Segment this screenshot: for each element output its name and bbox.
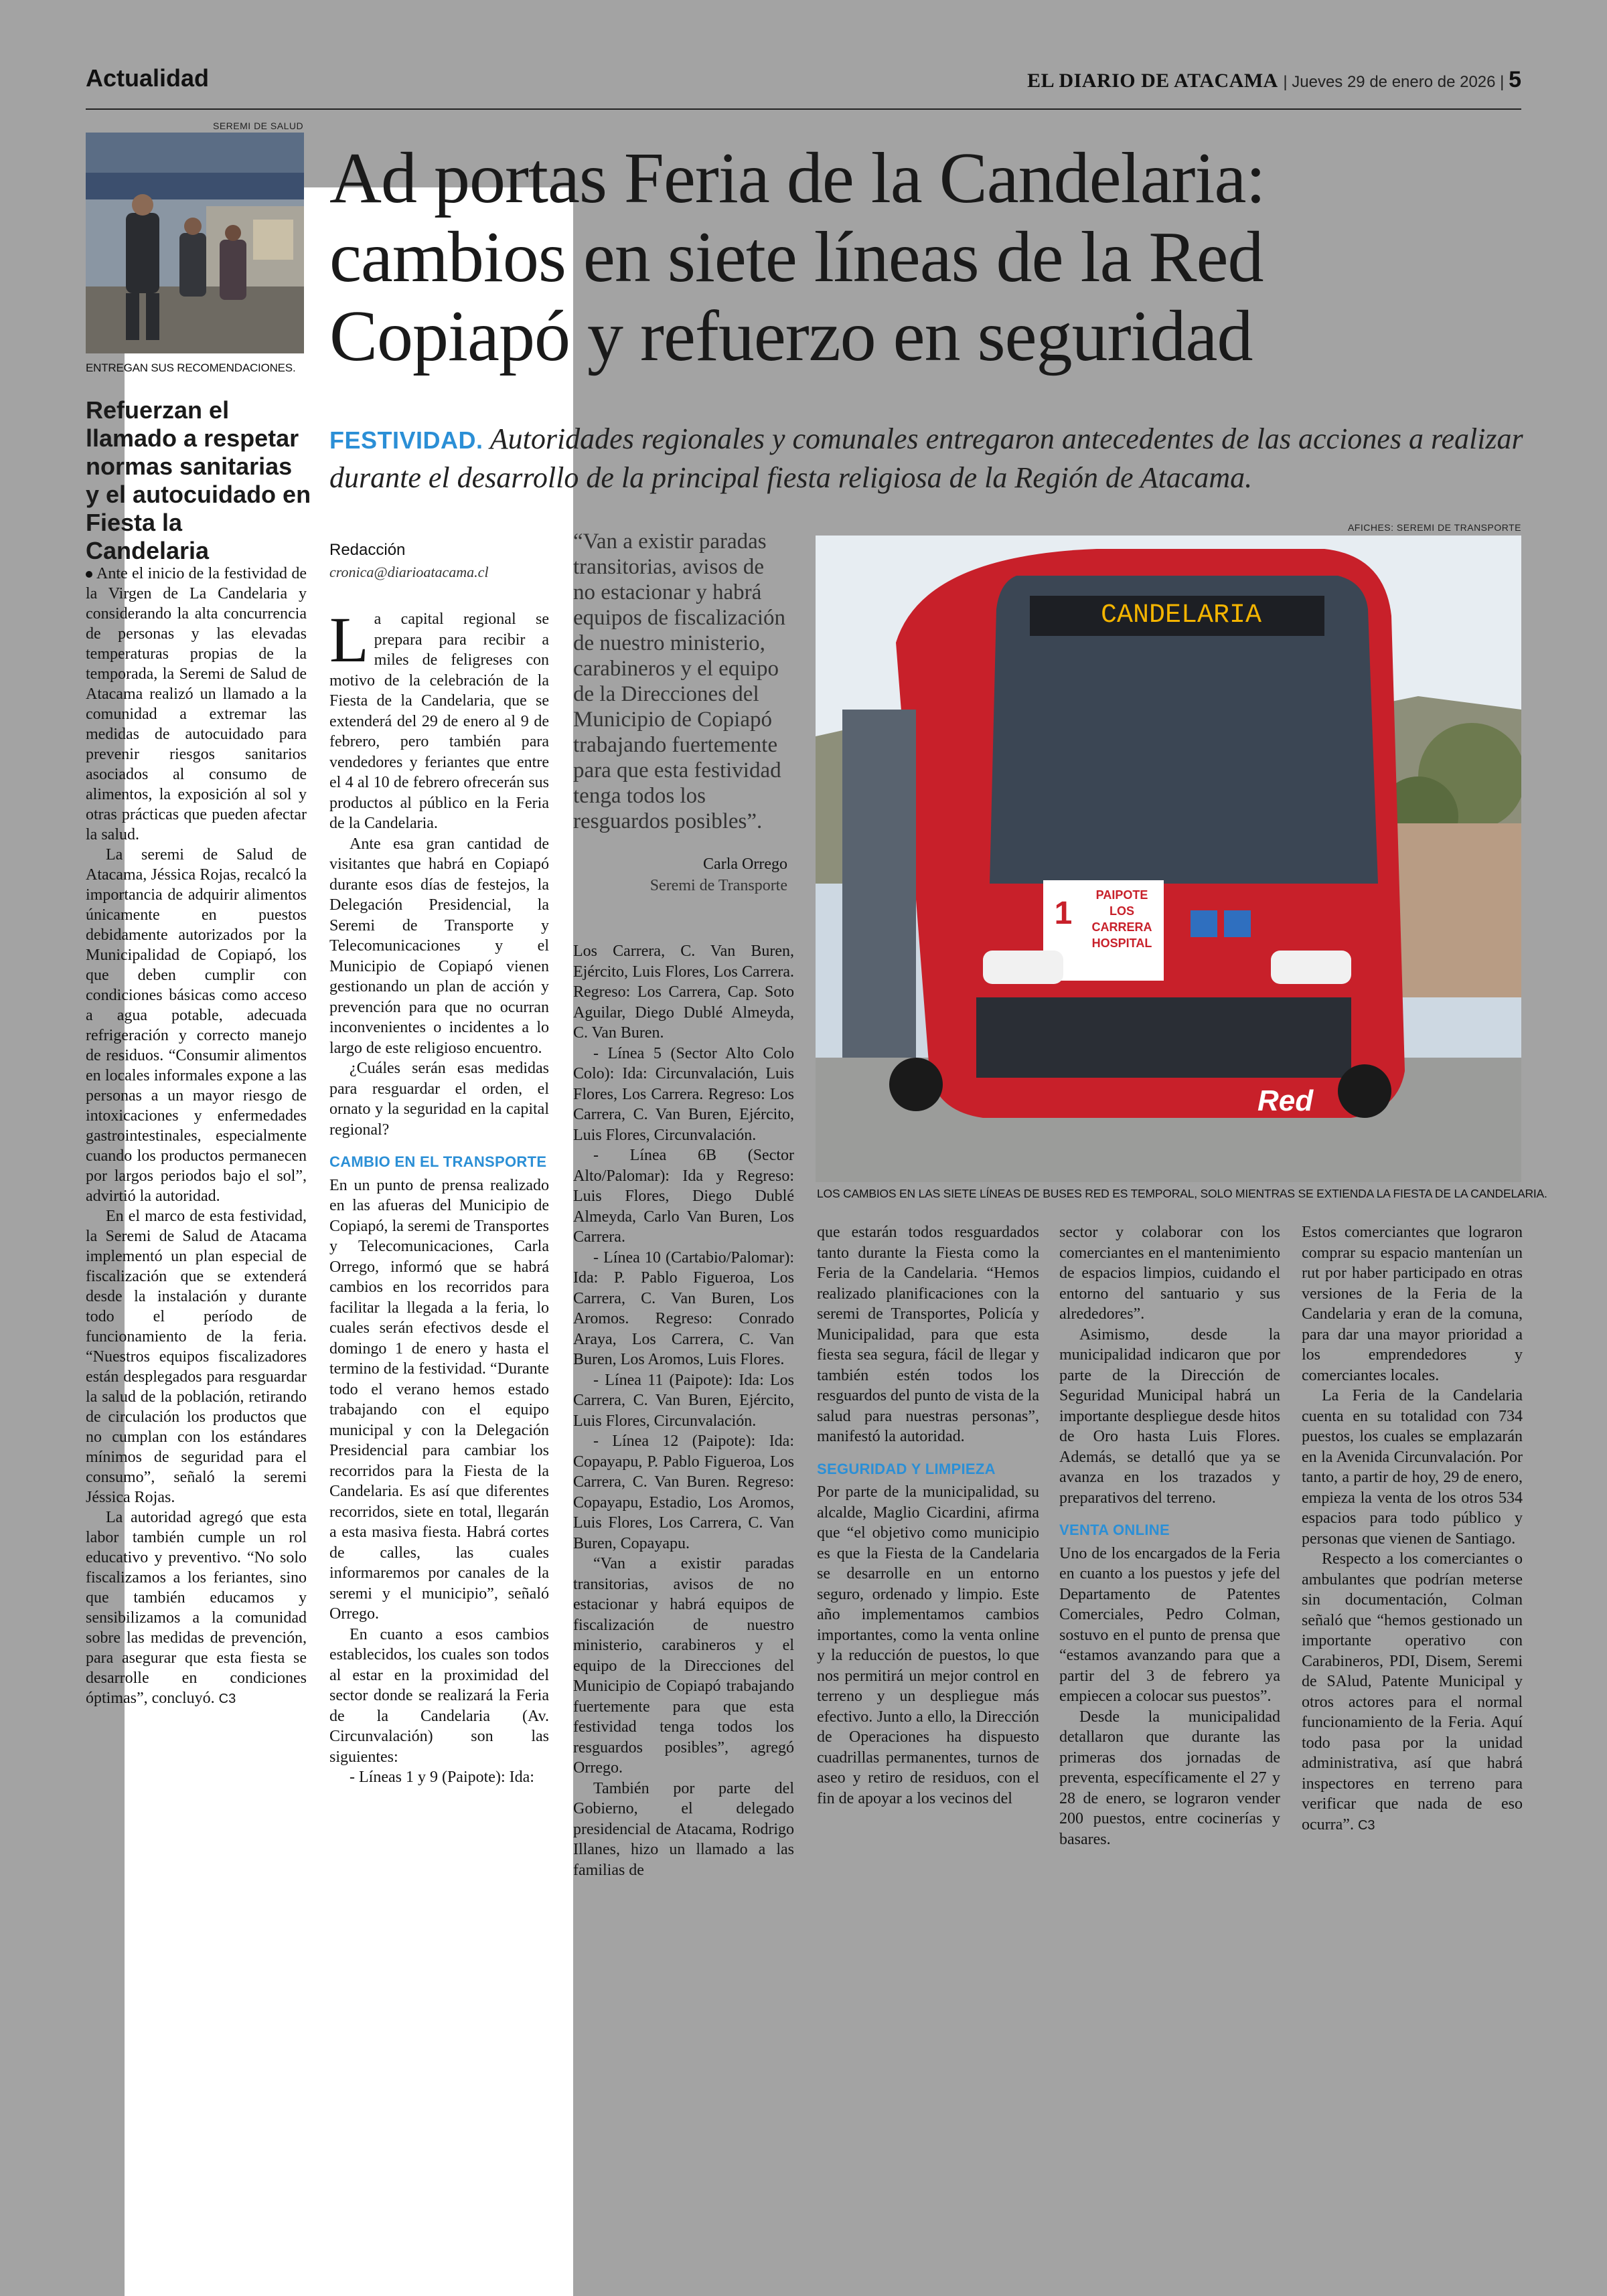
sidebar-photo-caption: ENTREGAN SUS RECOMENDACIONES. <box>86 361 296 374</box>
main-photo <box>816 536 1521 1182</box>
article-paragraph: En un punto de prensa realizado en las afueras del Municipio de Copiapó, la seremi de Transportes y Telecomunicaciones, Carla Orrego, informó que se habrá cambios en los recorridos para facilitar la llegada a la feria, lo cuales serán efectivos desde el domingo 1 de enero y hasta el termino de la festividad. “Durante todo el verano hemos estado trabajando con el equipo municipal y con la Delegación Presidencial para cambiar los recorridos para la Fiesta de la Candelaria. Es así que diferentes recorridos, siete en total, llegarán a esta masiva fiesta. Habrá cortes de calles, las cuales informaremos por canales de la seremi y el municipio”, señaló Orrego. <box>329 1176 549 1623</box>
article-paragraph: Desde la municipalidad detallaron que durante las primeras dos jornadas de preventa, específicamente el 27 y 28 de enero, se lograron vender 200 puestos, entre cocinerías y basares. <box>1059 1708 1280 1848</box>
pull-quote: “Van a existir paradas transitorias, avisos de no estacionar y habrá equipos de fiscalización de nuestro ministerio, carabineros y el equipo de la Direcciones del Municipio de Copiapó trabajando fuertemente para que esta festividad tenga todos los resguardos posibles”. <box>573 529 786 833</box>
sidebar-paragraph: La seremi de Salud de Atacama, Jéssica Rojas, recalcó la importancia de adquirir alimentos únicamente en puestos debidamente autorizados por la Municipalidad de Copiapó, los que deben cumplir con condiciones básicas como acceso a agua potable, adecuada refrigeración y correcto manejo de residuos. “Consumir alimentos en locales informales expone a las personas a un mayor riesgo de intoxicaciones y enfermedades gastrointestinales, especialmente cuando los productos permanecen por largos periodos bajo el sol”, advirtió la autoridad. <box>86 846 307 1205</box>
article-column-3 <box>817 1222 1039 1809</box>
article-paragraph: Ante esa gran cantidad de visitantes que habrá en Copiapó durante esos días de festejos, la Delegación Presidencial, la Seremi de Transporte y Telecomunicaciones y el Municipio de Copiapó vienen gestionando un plan de acción y prevención para que no ocurran inconvenientes o incidentes a lo largo de este religioso encuentro. <box>329 835 549 1057</box>
kicker: FESTIVIDAD. <box>329 426 483 454</box>
article-paragraph: Uno de los encargados de la Feria en cuanto a los puestos y jefe del Departamento de Patentes Comerciales, Pedro Colman, sostuvo en el punto de prensa que “estamos avanzando para que a partir del 3 de febrero ya empiecen a colocar sus puestos”. <box>1059 1544 1280 1705</box>
byline-email: cronica@diarioatacama.cl <box>329 564 489 580</box>
quote-role: Seremi de Transporte <box>649 877 787 894</box>
article-paragraph: En cuanto a esos cambios establecidos, los cuales son todos al estar en la proximidad del sector donde se realizará la Feria de la Candelaria (Av. Circunvalación) son las siguientes: <box>329 1625 549 1766</box>
article-column-5 <box>1302 1222 1523 1835</box>
bullet-icon <box>86 571 92 578</box>
headline-line: Ad portas Feria de la Candelaria: <box>329 139 1266 218</box>
article-paragraph: Asimismo, desde la municipalidad indicaron que por parte de la Dirección de Seguridad Municipal habrá un importante despliegue desde hitos de Oro hasta Luis Flores. Además, se detalló que ya se avanza en los trazados y preparativos del terreno. <box>1059 1325 1280 1507</box>
header-rule <box>86 108 1521 110</box>
main-headline <box>329 139 1535 376</box>
headline-line: Copiapó y refuerzo en seguridad <box>329 297 1253 376</box>
drop-cap: L <box>329 604 369 675</box>
sidebar-paragraph: Ante el inicio de la festividad de la Virgen de La Candelaria y considerando la alta concurrencia de personas y las elevadas temperaturas propias de la temporada, la Seremi de Salud de Atacama realizó un llamado a la comunidad a extremar las medidas de autocuidado para prevenir riesgos sanitarios asociados al consumo de alimentos, la exposición al sol y otras prácticas que pueden afectar la salud. <box>86 565 307 843</box>
section-label: Actualidad <box>86 64 210 92</box>
route-item: - Línea 11 (Paipote): Ida: Los Carrera, C. Van Buren, Ejército, Luis Flores, Circunvalación. <box>573 1371 794 1430</box>
sidebar-body <box>86 564 307 1709</box>
article-paragraph: Por parte de la municipalidad, su alcalde, Maglio Cicardini, afirma que “el objetivo como municipio es que la Fiesta de la Candelaria se desarrolle en un entorno seguro, ordenado y limpio. Este año implementamos cambios importantes, como la venta online y la reducción de puestos, lo que nos permitirá un mejor control en terreno y un despliegue más efectivo. Junto a ello, la Dirección de Operaciones ha dispuesto cuadrillas permanentes, turnos de aseo y retiro de residuos, con el fin de apoyar a los vecinos del <box>817 1483 1039 1807</box>
route-item: - Línea 5 (Sector Alto Colo Colo): Ida: Circunvalación, Luis Flores, Los Carrera. Regreso: Los Carrera, C. Van Buren, Ejército, Luis Flores, Circunvalación. <box>573 1044 794 1144</box>
article-paragraph: - Líneas 1 y 9 (Paipote): Ida: <box>350 1769 534 1786</box>
main-photo-caption: LOS CAMBIOS EN LAS SIETE LÍNEAS DE BUSES RED ES TEMPORAL, SOLO MIENTRAS SE EXTIENDA LA FIESTA DE LA CANDELARIA. <box>817 1187 1547 1200</box>
article-column-2 <box>573 941 794 1880</box>
sidebar-paragraph: La autoridad agregó que esta labor también cumple un rol educativo y preventivo. “No solo fiscalizamos a los feriantes, sino que también educamos y sensibilizamos a la comunidad sobre las medidas de prevención, para asegurar que esta fiesta se desarrolle en condiciones óptimas”, concluyó. C3 <box>86 1509 307 1707</box>
subhead-online: VENTA ONLINE <box>1059 1522 1170 1538</box>
bus-destination: PAIPOTE LOS CARRERA HOSPITAL <box>1091 888 1152 950</box>
article-paragraph: Estos comerciantes que lograron comprar su espacio mantenían un rut por haber participado en otras versiones de la Feria de la Candelaria y eran de la comuna, para dar una mayor prioridad a los emprendedores y comerciantes locales. <box>1302 1224 1523 1384</box>
article-paragraph: Respecto a los comerciantes o ambulantes que podrían meterse sin documentación, Colman señaló que “hemos gestionado un importante operativo con Carabineros, PDI, Disem, Seremi de SAlud, Patente Municipal y otros actores para el normal funcionamiento de la Feria. Aquí todo pasa por la unidad administrativa, así que habrá inspectores en terreno para verificar que nada de eso ocurra”. C3 <box>1302 1550 1523 1833</box>
article-paragraph: sector y colaborar con los comerciantes en el mantenimiento de espacios limpios, cuidando el entorno del santuario y sus alrededores”. <box>1059 1224 1280 1323</box>
paper-name: EL DIARIO DE ATACAMA <box>1027 70 1278 92</box>
subhead-security: SEGURIDAD Y LIMPIEZA <box>817 1460 996 1477</box>
issue-date: Jueves 29 de enero de 2026 <box>1292 73 1496 91</box>
article-paragraph: La Feria de la Candelaria cuenta en su totalidad con 734 puestos, los cuales se emplazarán en la Avenida Circunvalación. Por tanto, a partir de hoy, 29 de enero, empieza la venta de los otros 534 espacios para todo público y personas que vienen de Santiago. <box>1302 1387 1523 1548</box>
masthead: EL DIARIO DE ATACAMA | Jueves 29 de enero de 2026 | 5 <box>1027 67 1521 92</box>
inspectors-photo <box>86 133 304 353</box>
article-paragraph: “Van a existir paradas transitorias, avisos de no estacionar y habrá equipos de fiscalización de nuestro ministerio, carabineros y el equipo de la Direcciones del Municipio de Copiapó trabajando fuertemente para que esta festividad tenga todos los resguardos posibles”, agregó Orrego. <box>573 1555 794 1777</box>
intro-paragraph: La capital regional se prepara para recibir a miles de feligreses con motivo de la celebración de la Fiesta de la Candelaria, que se extenderá del 29 de enero al 9 de febrero, pero también para vendedores y feriantes que entre el 4 al 10 de febrero ofrecerán sus productos al público en la Feria de la Candelaria. <box>329 604 549 832</box>
route-item: - Línea 12 (Paipote): Ida: Copayapu, P. Pablo Figueroa, Los Carrera, C. Van Buren. Regreso: Copayapu, Estadio, Los Aromos, Luis Flores, Los Carrera, C. Van Buren, Copayapu. <box>573 1432 794 1552</box>
route-item: - Línea 6B (Sector Alto/Palomar): Ida y Regreso: Luis Flores, Diego Dublé Almeyda, Carlo Van Buren, Los Carrera. <box>573 1147 794 1246</box>
article-column-4 <box>1059 1222 1280 1850</box>
sidebar-photo <box>86 133 304 353</box>
subheadline <box>329 420 1535 497</box>
article-paragraph: Los Carrera, C. Van Buren, Ejército, Luis Flores, Los Carrera. Regreso: Los Carrera, Cap. Soto Aguilar, Diego Dublé Almeyda, C. Van Buren. <box>573 942 794 1042</box>
quote-author: Carla Orrego <box>703 855 787 873</box>
sidebar-paragraph: En el marco de esta festividad, la Seremi de Salud de Atacama implementó un plan especial de fiscalización que se extenderá desde la instalación y durante todo el período de funcionamiento de la feria. “Nuestros equipos fiscalizadores están desplegados para resguardar la salud de la población, retirando de circulación los productos que no cumplan con los estándares mínimos de seguridad para el consumo”, señaló la seremi Jéssica Rojas. <box>86 1208 307 1506</box>
subhead-transport: CAMBIO EN EL TRANSPORTE <box>329 1153 547 1170</box>
page-number: 5 <box>1509 67 1521 92</box>
bus-route-number: 1 <box>1054 896 1073 931</box>
end-mark-icon: C3 <box>1357 1817 1375 1833</box>
sidebar-headline: Refuerzan el llamado a respetar normas sanitarias y el autocuidado en Fiesta la Candelaria <box>86 396 311 564</box>
main-photo-credit: AFICHES: SEREMI DE TRANSPORTE <box>1347 522 1521 533</box>
article-paragraph: ¿Cuáles serán esas medidas para resguardar el orden, el ornato y la seguridad en la capital regional? <box>329 1060 549 1139</box>
article-column-1 <box>329 604 549 1788</box>
byline: Redacción <box>329 541 406 559</box>
subheadline-text: Autoridades regionales y comunales entregaron antecedentes de las acciones a realizar durante el desarrollo de la principal fiesta religiosa de la Región de Atacama. <box>329 422 1523 494</box>
route-item: - Línea 10 (Cartabio/Palomar): Ida: P. Pablo Figueroa, Los Carrera, C. Van Buren, Los Aromos. Regreso: Conrado Araya, Los Carrera, C. Van Buren, Los Aromos, Luis Flores. <box>573 1248 794 1368</box>
headline-line: cambios en siete líneas de la Red <box>329 218 1264 297</box>
article-paragraph: También por parte del Gobierno, el delegado presidencial de Atacama, Rodrigo Illanes, hizo un llamado a las familias de <box>573 1779 794 1879</box>
sidebar-photo-credit: SEREMI DE SALUD <box>213 120 304 131</box>
end-mark-icon: C3 <box>218 1692 236 1706</box>
bus-led-sign: CANDELARIA <box>1100 600 1262 631</box>
bus-brand-logo: Red <box>1257 1084 1314 1117</box>
article-paragraph: que estarán todos resguardados tanto durante la Fiesta como la Feria de la Candelaria. “Hemos realizado planificaciones con la seremi de Transportes, Policía y Municipalidad, para que esta fiesta sea segura, fácil de llegar y también estén todos los resguardos del punto de vista de la salud para nuestras personas”, manifestó la autoridad. <box>817 1224 1039 1445</box>
